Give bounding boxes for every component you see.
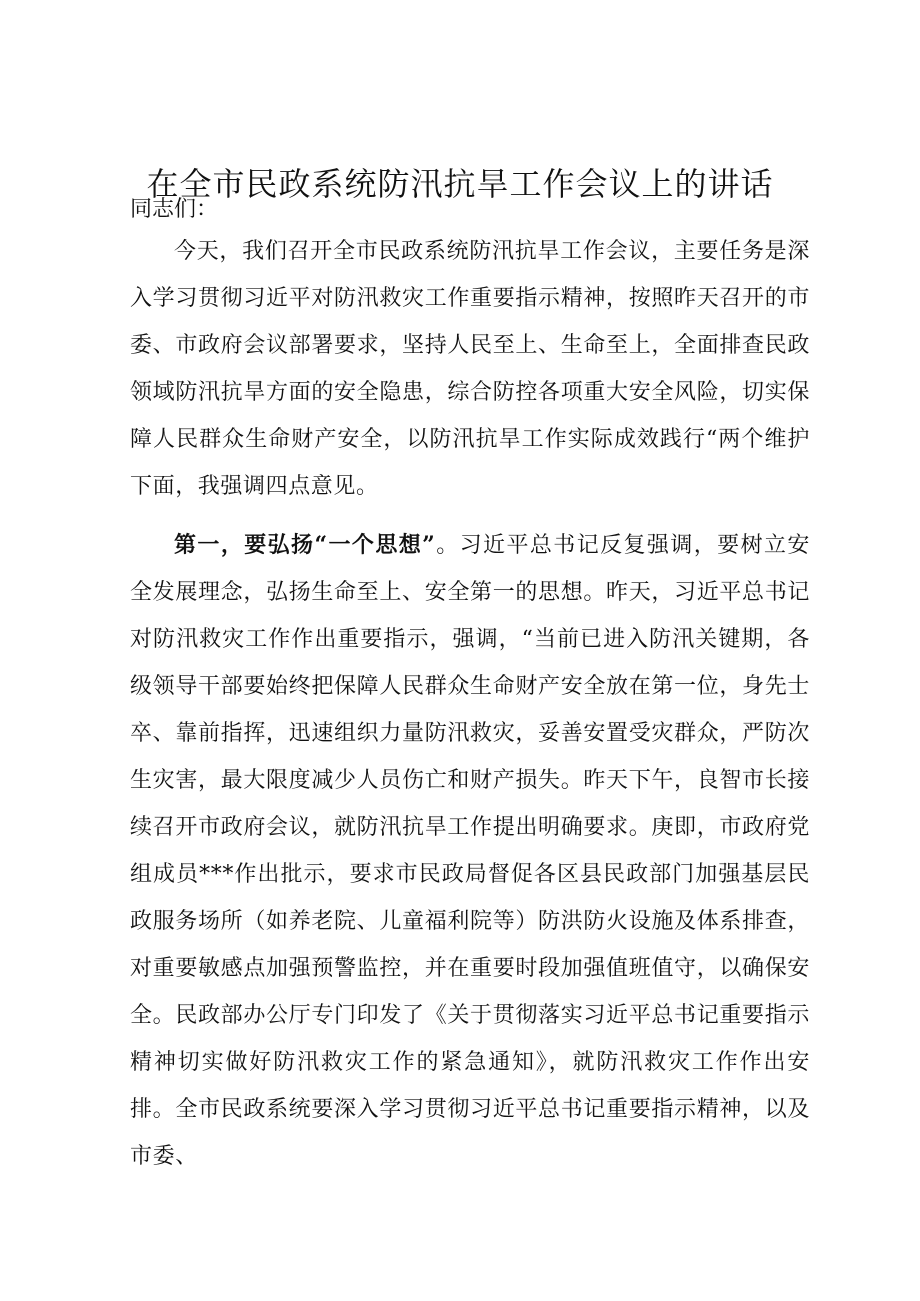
paragraph-intro — [130, 228, 810, 510]
paragraph-intro-text: 今天，我们召开全市民政系统防汛抗旱工作会议，主要任务是深入学习贯彻习近平对防汛救灾工作重要指示精神，按照昨天召开的市委、市政府会议部署要求，坚持人民至上、生命至上，全面排查民政领域防汛抗旱方面的安全隐患，综合防控各项重大安全风险，切实保障人民群众生命财产安全，以防汛抗旱工作实际成效践行“两个维护下面，我强调四点意见。 — [130, 239, 810, 499]
document-title: 在全市民政系统防汛抗旱工作会议上的讲话 — [146, 165, 774, 203]
paragraph-first-point-lead: 第一，要弘扬“一个思想” — [174, 532, 436, 558]
paragraph-first-point — [130, 522, 810, 1180]
salutation: 同志们： — [130, 197, 219, 222]
paragraph-first-point-text: 。习近平总书记反复强调，要树立安全发展理念，弘扬生命至上、安全第一的思想。昨天，习近平总书记对防汛救灾工作作出重要指示，强调，“当前已进入防汛关键期，各级领导干部要始终把保障人民群众生命财产安全放在第一位，身先士卒、靠前指挥，迅速组织力量防汛救灾，妥善安置受灾群众，严防次生灾害，最大限度减少人员伤亡和财产损失。昨天下午，良智市长接续召开市政府会议，就防汛抗旱工作提出明确要求。庚即，市政府党组成员***作出批示，要求市民政局督促各区县民政部门加强基层民政服务场所（如养老院、儿童福利院等）防洪防火设施及体系排查，对重要敏感点加强预警监控，并在重要时段加强值班值守，以确保安全。民政部办公厅专门印发了《关于贯彻落实习近平总书记重要指示精神切实做好防汛救灾工作的紧急通知》，就防汛救灾工作作出安排。全市民政系统要深入学习贯彻习近平总书记重要指示精神，以及市委、 — [130, 533, 810, 1169]
